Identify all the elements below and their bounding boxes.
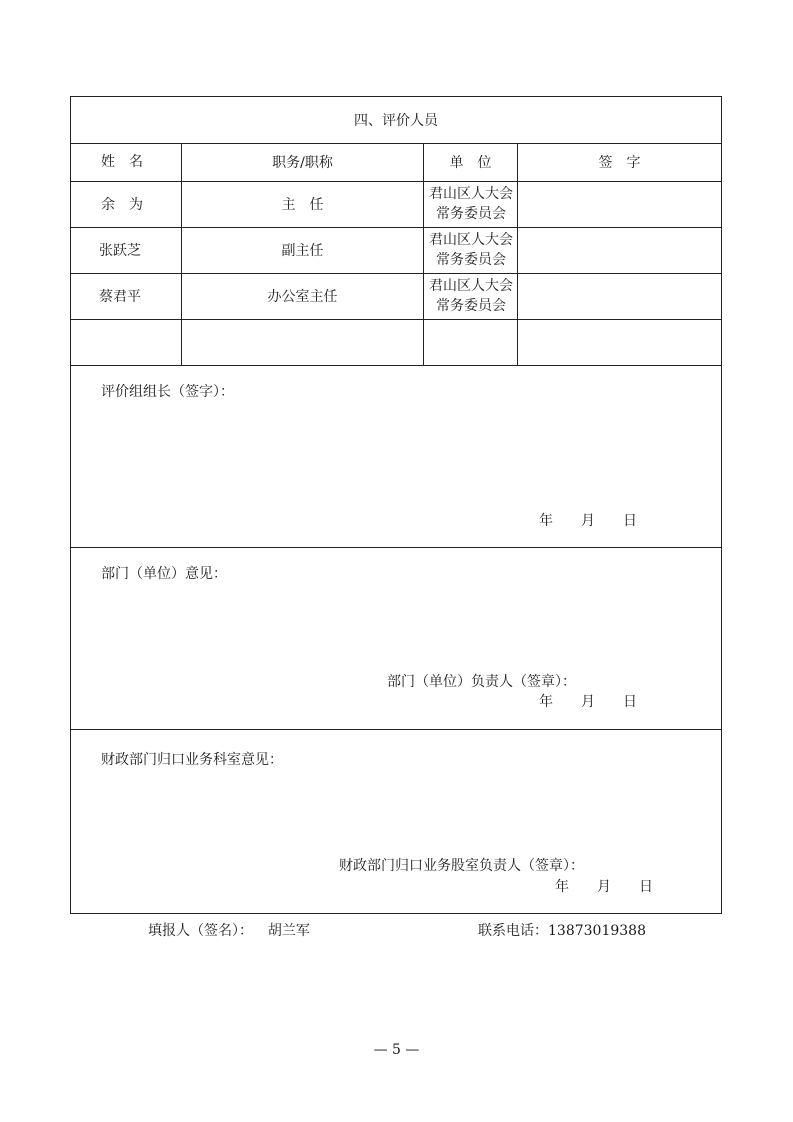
row-unit bbox=[424, 227, 518, 273]
row-name: 余 为 bbox=[101, 197, 143, 213]
row-name bbox=[71, 319, 181, 365]
evaluation-personnel-table bbox=[70, 96, 722, 914]
row-name: 蔡君平 bbox=[99, 289, 141, 305]
filler bbox=[148, 920, 310, 940]
section-title: 四、评价人员 bbox=[354, 113, 438, 129]
finance-date: 年 月 日 bbox=[555, 879, 653, 895]
row-position: 办公室主任 bbox=[267, 289, 338, 305]
row-unit bbox=[424, 181, 518, 227]
row-signature[interactable] bbox=[518, 273, 721, 319]
header-position: 职务/职称 bbox=[272, 155, 333, 171]
divider bbox=[71, 729, 721, 730]
row-position bbox=[182, 319, 423, 365]
department-signer: 部门（单位）负责人（签章）： bbox=[387, 674, 576, 690]
row-name: 张跃芝 bbox=[99, 243, 141, 259]
row-unit-line2: 常务委员会 bbox=[436, 252, 506, 268]
header-name: 姓 名 bbox=[101, 154, 143, 170]
department-label: 部门（单位）意见： bbox=[101, 566, 227, 582]
row-signature[interactable] bbox=[518, 181, 721, 227]
row-unit-line2: 常务委员会 bbox=[436, 298, 506, 314]
row-unit-line2: 常务委员会 bbox=[436, 206, 506, 222]
leader-date: 年 月 日 bbox=[539, 513, 637, 529]
row-unit bbox=[424, 273, 518, 319]
contact-phone bbox=[478, 920, 646, 940]
phone-label: 联系电话： bbox=[478, 923, 548, 939]
row-signature[interactable] bbox=[518, 227, 721, 273]
header-signature: 签 字 bbox=[598, 155, 641, 171]
page-number: — 5 — bbox=[373, 1042, 420, 1058]
row-unit-line1: 君山区人大会 bbox=[429, 186, 513, 202]
finance-signer: 财政部门归口业务股室负责人（签章）： bbox=[339, 858, 584, 874]
divider bbox=[71, 547, 721, 548]
department-date: 年 月 日 bbox=[539, 694, 637, 710]
divider bbox=[71, 365, 721, 366]
leader-label: 评价组组长（签字）： bbox=[101, 384, 234, 400]
filler-name: 胡兰军 bbox=[267, 923, 310, 939]
row-unit-line1: 君山区人大会 bbox=[429, 232, 513, 248]
row-position: 副主任 bbox=[281, 243, 324, 259]
header-unit: 单 位 bbox=[449, 155, 492, 171]
row-unit bbox=[424, 319, 518, 365]
finance-label: 财政部门归口业务科室意见： bbox=[101, 752, 283, 768]
row-position: 主 任 bbox=[281, 197, 324, 213]
phone-number: 13873019388 bbox=[548, 923, 646, 939]
row-signature[interactable] bbox=[518, 319, 721, 365]
row-unit-line1: 君山区人大会 bbox=[429, 278, 513, 294]
filler-label: 填报人（签名）： bbox=[148, 923, 253, 939]
